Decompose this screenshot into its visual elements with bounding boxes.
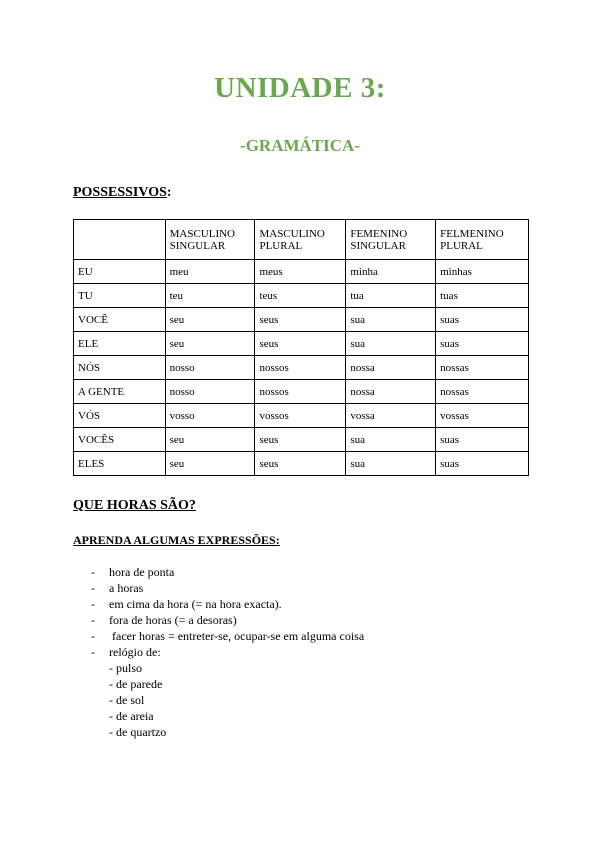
possessivos-heading	[73, 185, 172, 201]
table-cell: nossas	[436, 356, 529, 380]
page-subtitle: -GRAMÁTICA-	[240, 136, 360, 155]
list-item-text: fora de horas (= a desoras)	[109, 613, 237, 627]
table-row	[74, 332, 529, 356]
table-cell: seus	[255, 452, 346, 476]
table-cell-pronoun: VOCÊS	[74, 428, 166, 452]
table-cell: seu	[165, 332, 255, 356]
table-cell: teus	[255, 284, 346, 308]
table-row	[74, 356, 529, 380]
table-cell: tuas	[436, 284, 529, 308]
list-item	[91, 580, 364, 596]
table-cell: nossa	[346, 380, 436, 404]
table-header-cell: FEMENINO SINGULAR	[346, 220, 436, 260]
table-cell: nossos	[255, 380, 346, 404]
table-cell: seu	[165, 308, 255, 332]
sublist-item: - de parede	[109, 677, 163, 691]
table-header-cell: MASCULINO PLURAL	[255, 220, 346, 260]
table-cell-pronoun: VOCÊ	[74, 308, 166, 332]
table-cell: vossos	[255, 404, 346, 428]
table-cell: teu	[165, 284, 255, 308]
list-item-text: em cima da hora (= na hora exacta).	[109, 597, 282, 611]
table-cell: sua	[346, 332, 436, 356]
table-row	[74, 428, 529, 452]
page-title: UNIDADE 3:	[214, 72, 386, 104]
table-row	[74, 284, 529, 308]
list-item	[91, 564, 364, 580]
bullet-dash: -	[91, 581, 95, 595]
list-item-text: hora de ponta	[109, 565, 175, 579]
table-cell: sua	[346, 428, 436, 452]
table-cell: suas	[436, 428, 529, 452]
expressions-list	[91, 564, 364, 740]
table-cell: sua	[346, 308, 436, 332]
sublist-item: - de quartzo	[109, 725, 167, 739]
table-cell: vossa	[346, 404, 436, 428]
table-cell: nossos	[255, 356, 346, 380]
list-item-text: relógio de:	[109, 645, 161, 659]
table-cell-pronoun: EU	[74, 260, 166, 284]
table-cell: suas	[436, 332, 529, 356]
table-cell-pronoun: A GENTE	[74, 380, 166, 404]
sublist-item: - pulso	[109, 661, 142, 675]
table-cell-pronoun: TU	[74, 284, 166, 308]
table-header-cell: FELMENINO PLURAL	[436, 220, 529, 260]
table-cell: minha	[346, 260, 436, 284]
list-item	[91, 596, 364, 612]
table-cell: minhas	[436, 260, 529, 284]
table-cell: nossas	[436, 380, 529, 404]
table-cell: vosso	[165, 404, 255, 428]
bullet-dash: -	[91, 613, 95, 627]
relogio-sublist	[109, 660, 364, 740]
table-cell: seus	[255, 308, 346, 332]
list-item	[91, 644, 364, 740]
table-row	[74, 380, 529, 404]
table-cell: tua	[346, 284, 436, 308]
table-header-row	[74, 220, 529, 260]
list-item	[91, 612, 364, 628]
bullet-dash: -	[91, 565, 95, 579]
table-row	[74, 452, 529, 476]
table-row	[74, 404, 529, 428]
table-cell: meus	[255, 260, 346, 284]
possessivos-heading-colon: :	[166, 185, 172, 200]
bullet-dash: -	[91, 629, 95, 643]
table-cell: meu	[165, 260, 255, 284]
list-item-text: facer horas = entreter-se, ocupar-se em alguma coisa	[109, 629, 365, 643]
table-cell: suas	[436, 308, 529, 332]
table-cell-pronoun: VÓS	[74, 404, 166, 428]
table-cell: suas	[436, 452, 529, 476]
table-cell: seus	[255, 332, 346, 356]
table-cell-pronoun: ELES	[74, 452, 166, 476]
possessivos-heading-text: POSSESSIVOS	[73, 185, 167, 200]
table-cell: seus	[255, 428, 346, 452]
sublist-item: - de areia	[109, 709, 154, 723]
table-cell-pronoun: NÓS	[74, 356, 166, 380]
table-row	[74, 260, 529, 284]
table-cell: sua	[346, 452, 436, 476]
list-item	[91, 628, 364, 644]
bullet-dash: -	[91, 645, 95, 659]
bullet-dash: -	[91, 597, 95, 611]
table-cell: vossas	[436, 404, 529, 428]
table-header-cell: MASCULINO SINGULAR	[165, 220, 255, 260]
horas-heading: QUE HORAS SÃO?	[73, 498, 196, 513]
table-cell: nosso	[165, 356, 255, 380]
table-cell-pronoun: ELE	[74, 332, 166, 356]
table-cell: seu	[165, 428, 255, 452]
sublist-item: - de sol	[109, 693, 145, 707]
table-cell: seu	[165, 452, 255, 476]
table-cell: nosso	[165, 380, 255, 404]
possessivos-table	[73, 219, 529, 476]
table-header-cell	[74, 220, 166, 260]
expressoes-subheading: APRENDA ALGUMAS EXPRESSÕES:	[73, 533, 280, 547]
table-row	[74, 308, 529, 332]
list-item-text: a horas	[109, 581, 144, 595]
table-cell: nossa	[346, 356, 436, 380]
